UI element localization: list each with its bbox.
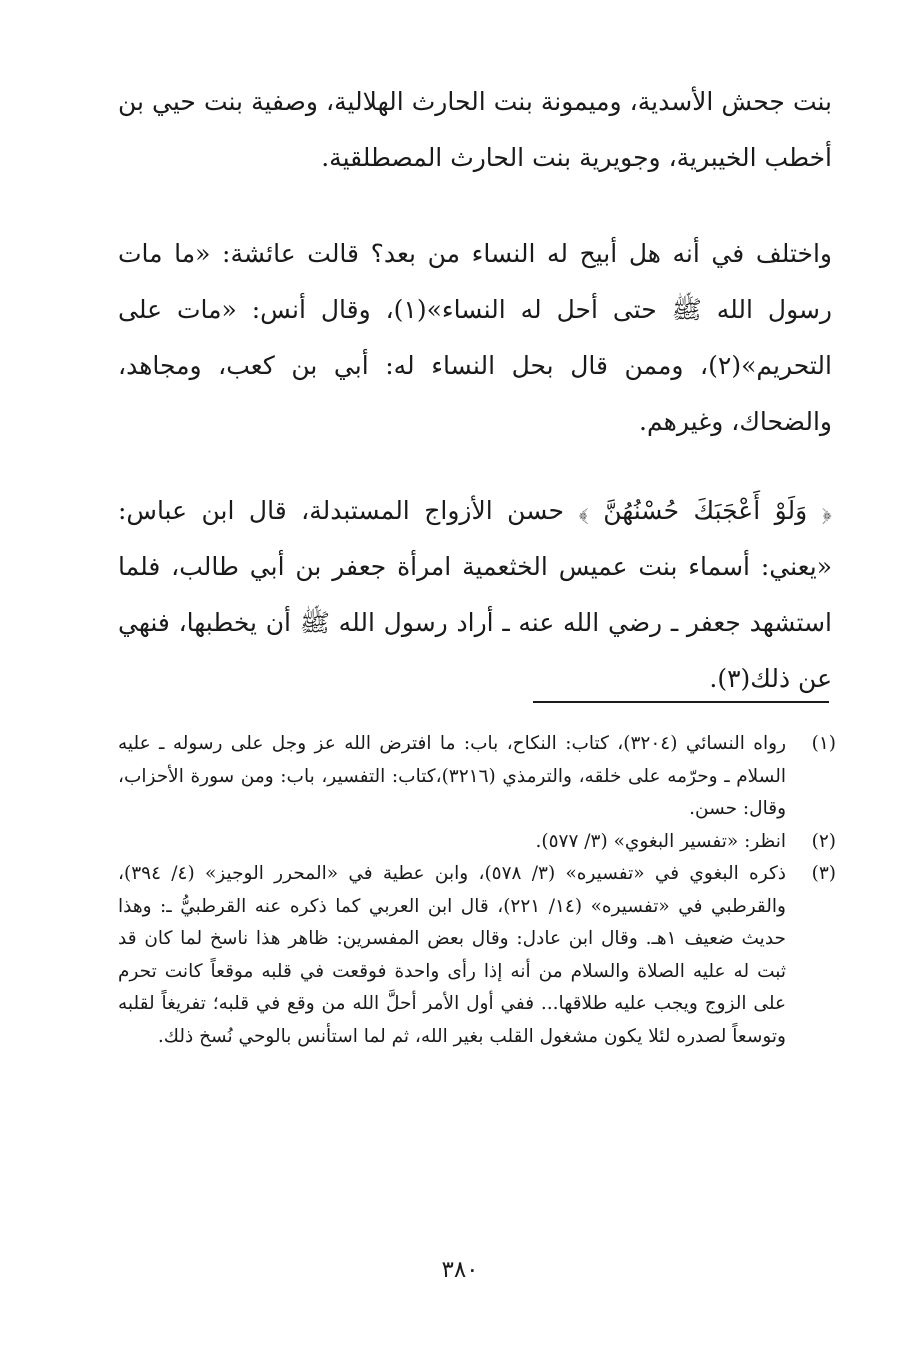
footnote-number: (٣) xyxy=(811,863,836,884)
footnote-separator xyxy=(533,701,829,703)
footnote-text: انظر: «تفسير البغوي» (٣/ ٥٧٧). xyxy=(535,830,786,852)
footnote-1 xyxy=(118,728,836,826)
footnotes-list xyxy=(118,728,836,1053)
footnote-number: (٢) xyxy=(811,830,836,852)
page-number: ٣٨٠ xyxy=(441,1257,479,1283)
footnote-number: (١) xyxy=(811,733,836,754)
paragraph-permissibility-dispute: واختلف في أنه هل أبيح له النساء من بعد؟ قالت عائشة: «ما مات رسول الله ﷺ حتى أحل له النساء»(١)، وقال أنس: «مات على التحريم»(٢)، وممن قال بحل النساء له: أبي بن كعب، ومجاهد، والضحاك، وغيرهم. xyxy=(118,239,832,436)
footnote-text: رواه النسائي (٣٢٠٤)، كتاب: النكاح، باب: ما افترض الله عز وجل على رسوله ـ عليه السلام ـ وحرّمه على خلقه، والترمذي (٣٢١٦)،كتاب: التفسير، باب: ومن سورة الأحزاب، وقال: حسن. xyxy=(118,733,787,819)
paragraph-wives-list: بنت جحش الأسدية، وميمونة بنت الحارث الهلالية، وصفية بنت حيي بن أخطب الخيبرية، وجويرية بنت الحارث المصطلقية. xyxy=(118,87,832,172)
footnote-2 xyxy=(118,826,836,859)
paragraph-verse-commentary: ﴿ وَلَوْ أَعْجَبَكَ حُسْنُهُنَّ ﴾ حسن الأزواج المستبدلة، قال ابن عباس: «يعني: أسماء بنت عميس الخثعمية امرأة جعفر بن أبي طالب، فلما استشهد جعفر ـ رضي الله عنه ـ أراد رسول الله ﷺ أن يخطبها، فنهي عن ذلك(٣). xyxy=(118,496,832,693)
footnote-3 xyxy=(118,858,836,1053)
footnote-text: ذكره البغوي في «تفسيره» (٣/ ٥٧٨)، وابن عطية في «المحرر الوجيز» (٤/ ٣٩٤)، والقرطبي في «تفسيره» (١٤/ ٢٢١)، قال ابن العربي كما ذكره عنه القرطبيُّ ـ: وهذا حديث ضعيف ١هـ. وقال ابن عادل: وقال بعض المفسرين: ظاهر هذا ناسخ لما كان قد ثبت له عليه الصلاة والسلام من أنه إذا رأى واحدة فوقعت في قلبه موقعاً كانت تحرم على الزوج ويجب عليه طلاقها... ففي أول الأمر أحلَّ الله من وقع في قلبه؛ تفريغاً لقلبه وتوسعاً لصدره لئلا يكون مشغول القلب بغير الله، ثم لما استأنس بالوحي نُسخ ذلك. xyxy=(118,863,786,1047)
